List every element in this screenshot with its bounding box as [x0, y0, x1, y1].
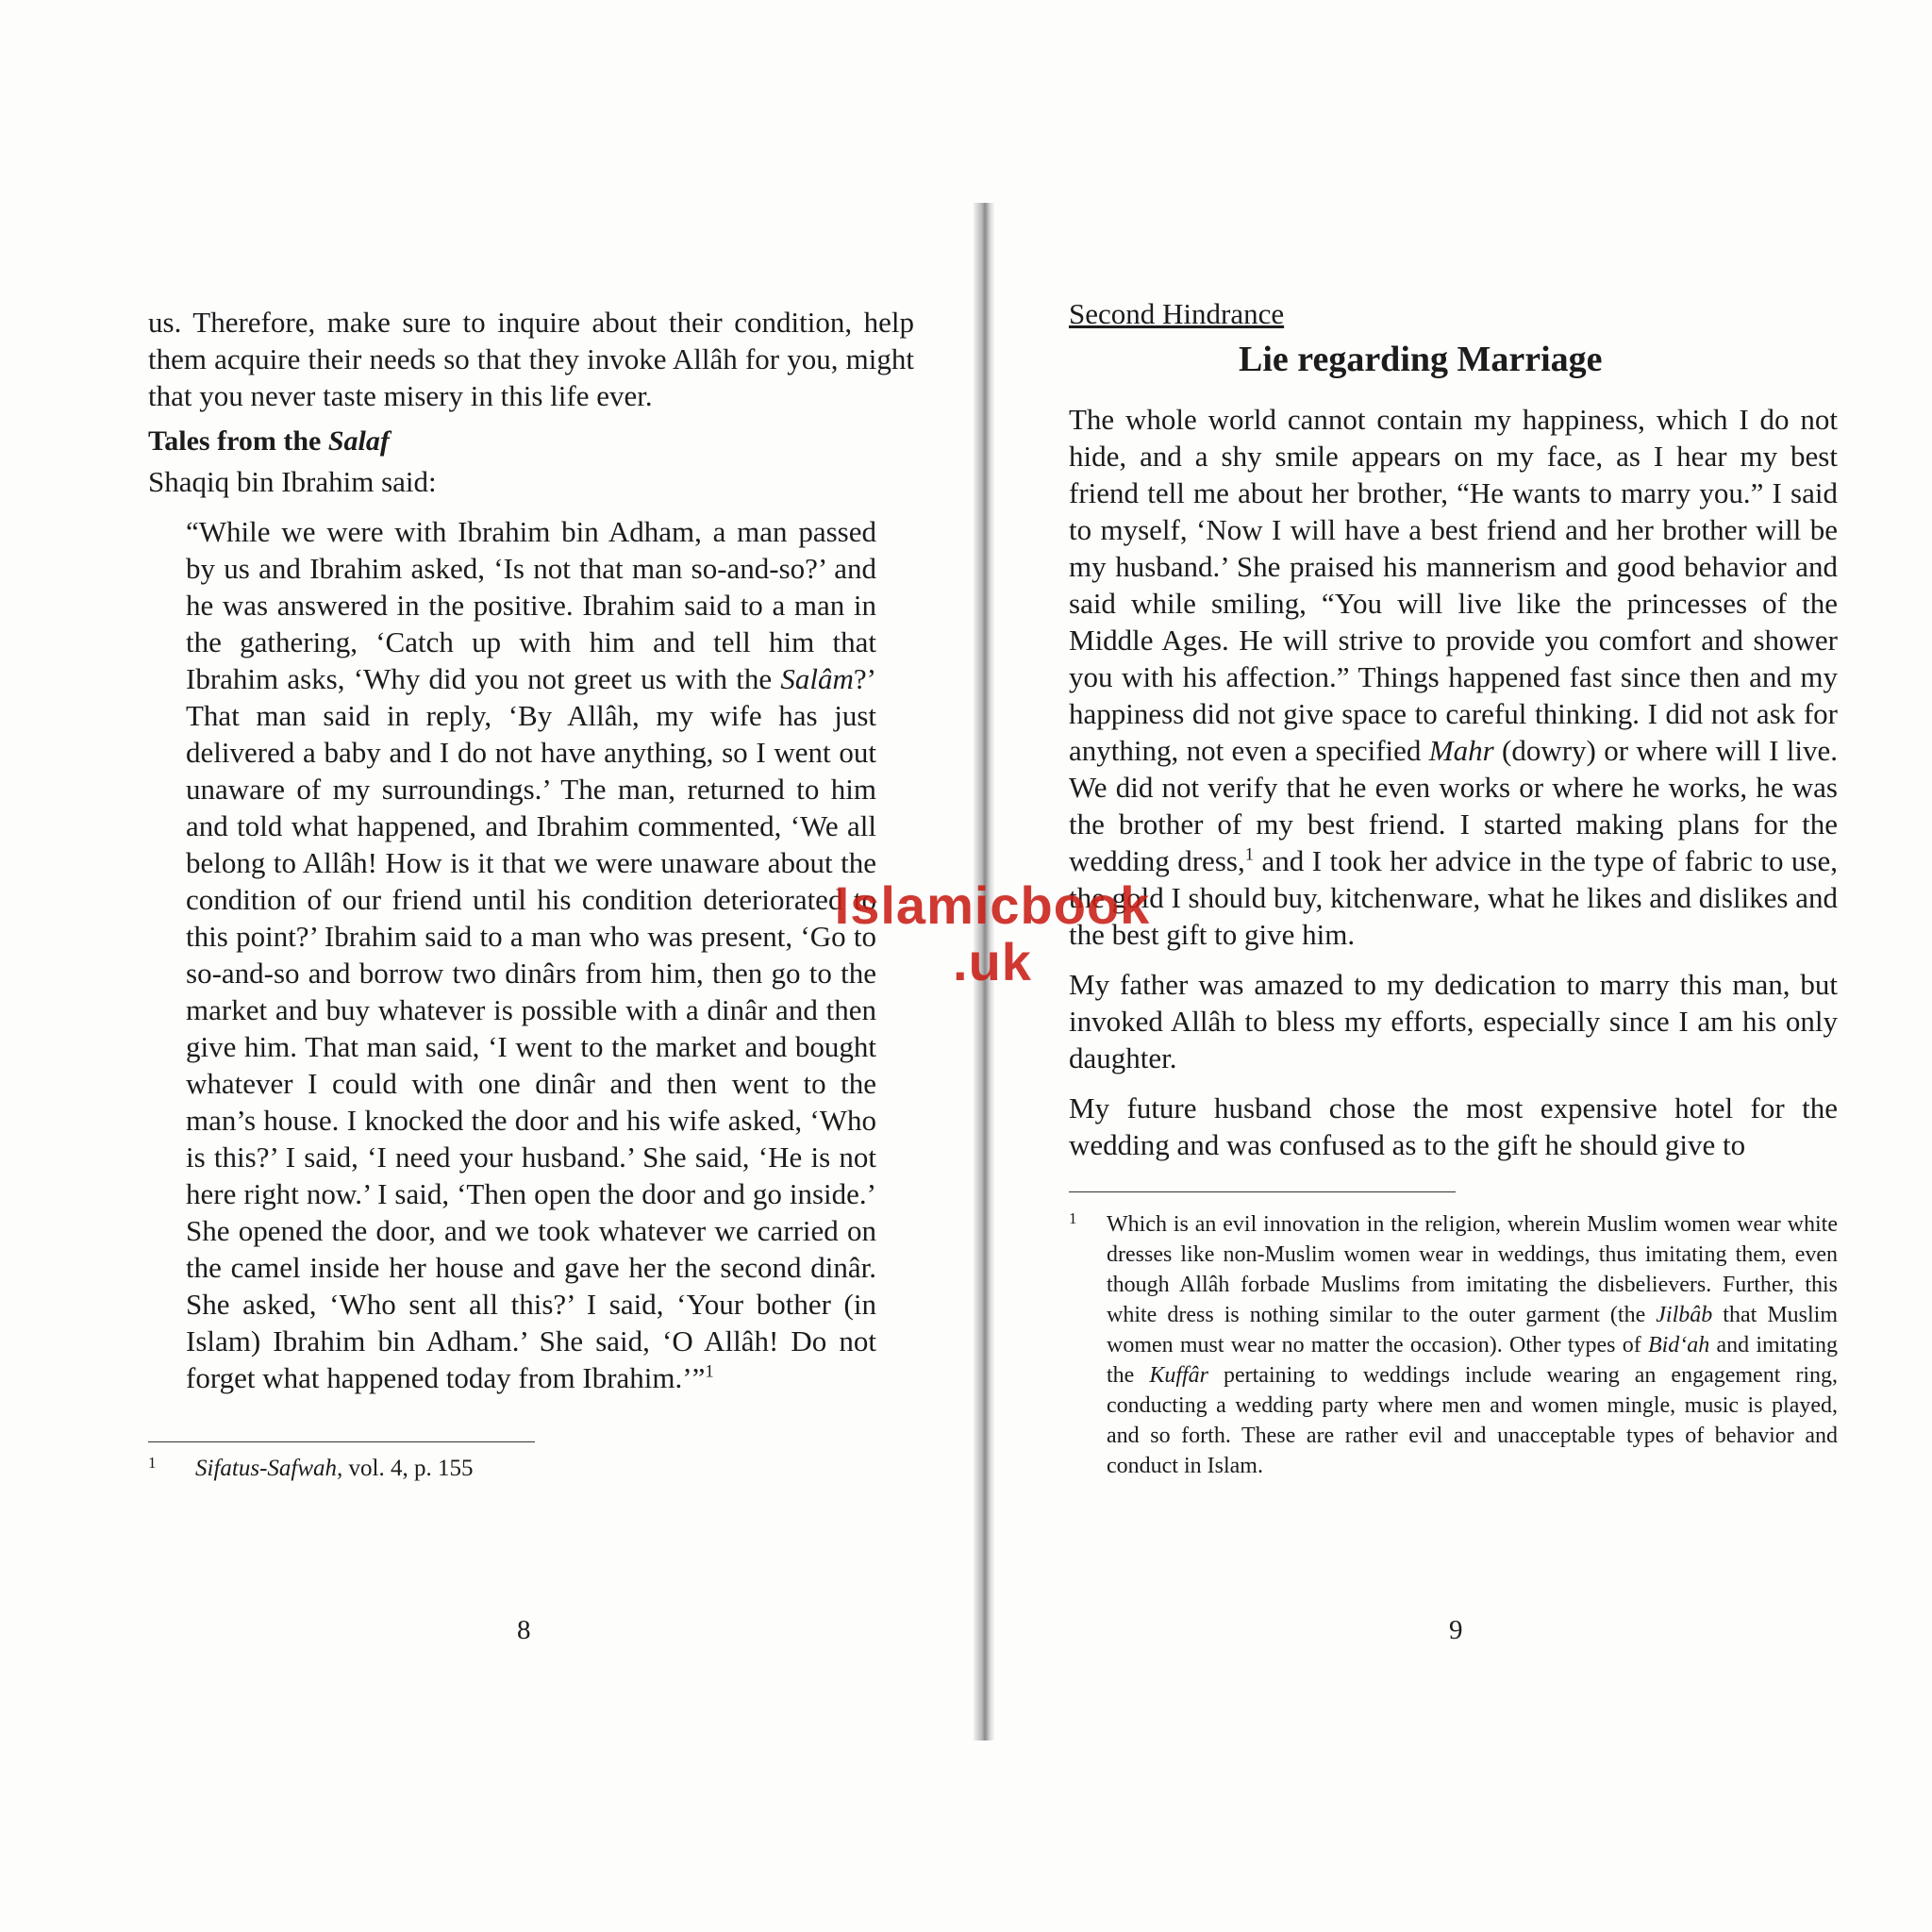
footnote-number: 1: [1069, 1209, 1077, 1227]
footnote-marker: 1: [705, 1361, 714, 1382]
footnote-text-4: pertaining to weddings include wearing an engagement ring, conducting a wedding party where men and women mingle, music is played, and so forth. These are rather evil and unacceptable types of behavior and conduct in Islam.: [1107, 1363, 1839, 1478]
para1-text-2: (dowry) or where will I live. We did not verify that he even works or where he works, he was the brother of my best friend. I started making plans for the wedding dress,: [1069, 734, 1838, 877]
watermark-logo: [823, 877, 1162, 991]
right-paragraph-2: My father was amazed to my dedication to marry this man, but invoked Allâh to bless my efforts, especially since I am his only daughter.: [1069, 968, 1838, 1074]
footnote-text: [195, 1454, 914, 1484]
footnote-source-detail: vol. 4, p. 155: [342, 1456, 474, 1481]
watermark-line-1: Islamicbook: [834, 875, 1151, 935]
left-page: [148, 304, 914, 1484]
footnote-text-1: Which is an evil innovation in the religion, wherein Muslim women wear white dresses like non-Muslim women wear in weddings, thus imitating them, even though Allâh forbade Muslims from imitating the disbelievers. Further, this white dress is nothing similar to the outer garment (the: [1107, 1212, 1838, 1327]
lead-in: Shaqiq bin Ibrahim said:: [148, 465, 437, 498]
section-label: Second Hindrance: [1069, 297, 1285, 330]
footnote-italic-jilbab: Jilbâb: [1656, 1303, 1713, 1327]
footnote-source-title: Sifatus-Safwah,: [195, 1456, 343, 1481]
quote-text-2: ?’ That man said in reply, ‘By Allâh, my wife has just delivered a baby and I do not have anything, so I went out unaware of my surroundings.’ The man, returned to him and told what happened, and Ibrahim commented, ‘We all belong to Allâh! How is it that we were unaware about the condition of our friend until his condition deteriorated to this point?’ Ibrahim said to a man who was present, ‘Go to so-and-so and borrow two dinârs from him, then go to the market and buy whatever is possible with a dinâr and then give him. That man said, ‘I went to the market and bought whatever I could with one dinâr and then went to the man’s house. I knocked the door and his wife asked, ‘Who is this?’ I said, ‘I need your husband.’ She said, ‘He is not here right now.’ I said, ‘Then open the door and go inside.’ She opened the door, and we took whatever we carried on the camel inside her house and gave her the second dinâr. She asked, ‘Who sent all this?’ I said, ‘Your bother (in Islam) Ibrahim bin Adham.’ She said, ‘O Allâh! Do not forget what happened today from Ibrahim.’”: [186, 662, 876, 1394]
chapter-title: Lie regarding Marriage: [1239, 340, 1603, 379]
footnote-divider: [148, 1441, 535, 1442]
left-footnote: [148, 1454, 914, 1484]
footnote-text: [1107, 1209, 1838, 1481]
para1-text-3: and I took her advice in the type of fabric to use, the gold I should buy, kitchenware, what he likes and dislikes and the best gift to give him.: [1069, 844, 1839, 951]
footnote-marker: 1: [1244, 844, 1254, 865]
footnote-italic-kuffar: Kuffâr: [1149, 1363, 1208, 1388]
footnote-text-3: and imitating the: [1107, 1333, 1838, 1388]
footnote-text-2: that Muslim women must wear no matter the occasion). Other types of: [1107, 1303, 1839, 1357]
tales-subheading: [148, 425, 914, 458]
quote-italic-salam: Salâm: [780, 662, 854, 695]
footnote-number: 1: [148, 1454, 157, 1472]
para1-italic-mahr: Mahr: [1428, 734, 1494, 767]
para1-text-1: The whole world cannot contain my happiness, which I do not hide, and a shy smile appears on my face, as I hear my best friend tell me about her brother, “He wants to marry you.” I said to myself, ‘Now I will have a best friend and her brother will be my husband.’ She praised his mannerism and good behavior and said while smiling, “You will live like the princesses of the Middle Ages. He will strive to provide you comfort and shower you with his affection.” Things happened fast since then and my happiness did not give space to careful thinking. I did not ask for anything, not even a specified: [1069, 403, 1838, 767]
quoted-story: [186, 513, 876, 1396]
right-paragraph-1: [1069, 401, 1838, 953]
left-page-number: 8: [517, 1615, 531, 1645]
watermark-line-2: .uk: [953, 932, 1032, 991]
footnote-italic-bidah: Bid‘ah: [1647, 1333, 1710, 1357]
right-page: [1069, 297, 1838, 1481]
right-page-number: 9: [1449, 1615, 1463, 1645]
subheading-text: Tales from the: [148, 425, 328, 457]
right-footnote: [1069, 1209, 1838, 1481]
right-paragraph-3: My future husband chose the most expensive hotel for the wedding and was confused as to the gift he should give to: [1069, 1091, 1838, 1161]
left-intro-paragraph: us. Therefore, make sure to inquire about their condition, help them acquire their needs so that they invoke Allâh for you, might that you never taste misery in this life ever.: [148, 306, 914, 412]
footnote-divider: [1069, 1191, 1456, 1192]
quote-text-1: “While we were with Ibrahim bin Adham, a man passed by us and Ibrahim asked, ‘Is not that man so-and-so?’ and he was answered in the positive. Ibrahim said to a man in the gathering, ‘Catch up with him and tell him that Ibrahim asks, ‘Why did you not greet us with the: [186, 515, 876, 695]
subheading-italic: Salaf: [327, 425, 390, 457]
